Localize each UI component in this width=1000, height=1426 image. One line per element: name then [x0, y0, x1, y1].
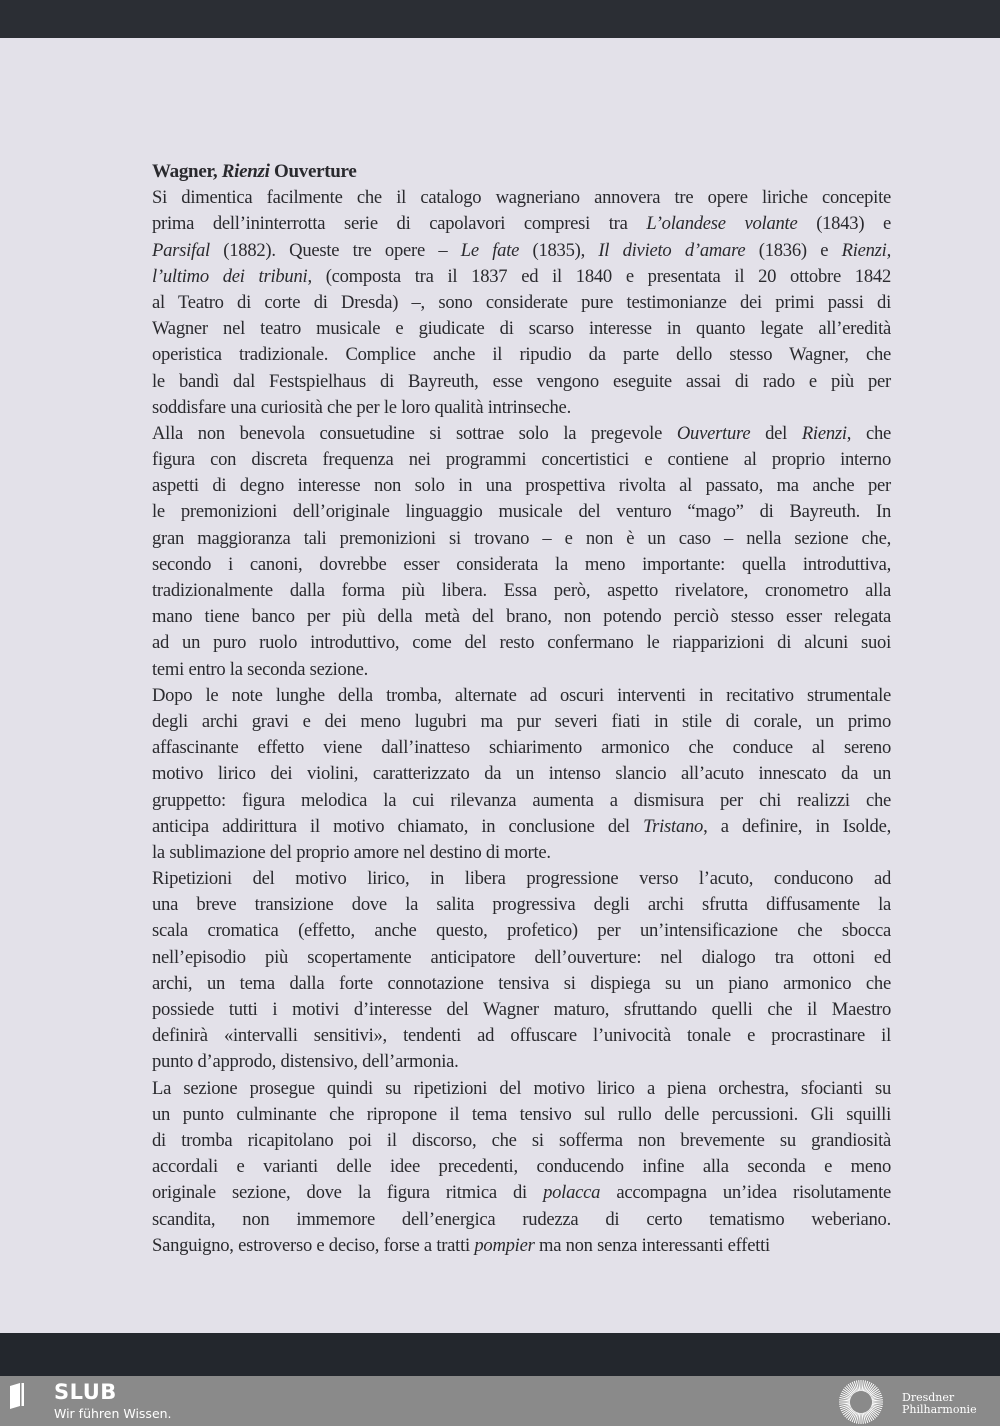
text-segment: punto d’approdo, distensivo, dell’armonia. [152, 1051, 459, 1073]
text-segment: gruppetto: figura melodica la cui rilevanza aumenta a dismisura per chi realizzi che [152, 789, 891, 811]
text-line [152, 211, 891, 237]
italic-title: polacca [543, 1182, 601, 1204]
italic-title: Tristano [643, 815, 704, 837]
text-segment: Sanguigno, estroverso e deciso, forse a tratti [152, 1234, 475, 1256]
article-body [152, 185, 891, 1259]
italic-title: Rienzi, [841, 239, 891, 261]
text-line [152, 971, 891, 997]
text-segment: prima dell’ininterrotta serie di capolavori compresi tra [152, 213, 647, 235]
text-segment: mano tiene banco per più della metà del brano, non potendo perciò stesso esser relegata [152, 606, 891, 628]
title-composer: Wagner, [152, 161, 222, 182]
text-line [152, 735, 891, 761]
text-line [152, 447, 891, 473]
text-segment: soddisfare una curiosità che per le loro qualità intrinseche. [152, 396, 571, 418]
text-line [152, 369, 891, 395]
text-line [152, 657, 891, 683]
text-line [152, 578, 891, 604]
text-segment: una breve transizione dove la salita progressiva degli archi sfrutta diffusamente la [152, 894, 891, 916]
article-title [152, 159, 891, 185]
italic-title: pompier [474, 1234, 535, 1256]
slub-tagline: Wir führen Wissen. [54, 1406, 172, 1421]
text-segment: ad un puro ruolo introduttivo, come del resto confermano le riapparizioni di alcuni suoi [152, 632, 891, 654]
text-line [152, 526, 891, 552]
text-segment: archi, un tema dalla forte connotazione tensiva si dispiega su un piano armonico che [152, 972, 891, 994]
text-segment: La sezione prosegue quindi su ripetizioni del motivo lirico a piena orchestra, sfocianti su [152, 1077, 891, 1099]
text-segment: al Teatro di corte di Dresda) –, sono considerate pure testimonianze dei primi passi di [152, 291, 891, 313]
text-segment: la sublimazione del proprio amore nel destino di morte. [152, 841, 551, 863]
scanner-bottom-band [0, 1333, 1000, 1376]
text-segment: (1836) e [745, 239, 842, 261]
text-segment: gran maggioranza tali premonizioni si trovano – e non è un caso – nella sezione che, [152, 527, 891, 549]
italic-title: Ouverture [676, 422, 751, 444]
text-segment: Dopo le note lunghe della tromba, alternate ad oscuri interventi in recitativo strumentale [152, 684, 891, 706]
text-segment: del [750, 422, 802, 444]
italic-title: Il divieto d’amare [598, 239, 746, 261]
philharmonie-logo-text [902, 1392, 977, 1416]
text-line [152, 1154, 891, 1180]
slub-logo-icon [10, 1383, 24, 1409]
text-segment: degli archi gravi e dei meno lugubri ma pur severi fiati in stile di corale, un primo [152, 710, 891, 732]
text-segment: definirà «intervalli sensitivi», tendenti ad offuscare l’univocità tonale e procrastinare il [152, 1025, 891, 1047]
text-segment: , a definire, in Isolde, [703, 815, 891, 837]
italic-title: Le fate [460, 239, 520, 261]
text-segment: , (composta tra il 1837 ed il 1840 e presentata il 20 ottobre 1842 [307, 265, 891, 287]
italic-title: l’ultimo dei tribuni [152, 265, 308, 287]
title-rest: Ouverture [269, 161, 357, 182]
text-line [152, 814, 891, 840]
text-segment: un punto culminante che ripropone il tema tensivo sul rullo delle percussioni. Gli squilli [152, 1103, 891, 1125]
text-segment: Ripetizioni del motivo lirico, in libera progressione verso l’acuto, conducono ad [152, 868, 891, 890]
text-line [152, 892, 891, 918]
text-line [152, 604, 891, 630]
slub-logo-text: SLUB [54, 1380, 117, 1404]
text-line [152, 840, 891, 866]
italic-title: Rienzi [801, 422, 847, 444]
footer-bar [0, 1376, 1000, 1426]
text-segment: operistica tradizionale. Complice anche il ripudio da parte dello stesso Wagner, che [152, 344, 891, 366]
text-line [152, 421, 891, 447]
text-line [152, 395, 891, 421]
text-segment: (1835), [519, 239, 599, 261]
text-line [152, 1207, 891, 1233]
text-line [152, 552, 891, 578]
text-segment: Wagner nel teatro musicale e giudicate di scarso interesse in quanto legate all’eredità [152, 318, 891, 340]
text-line [152, 788, 891, 814]
text-segment: accordali e varianti delle idee precedenti, conducendo infine alla seconda e meno [152, 1156, 891, 1178]
text-segment: Alla non benevola consuetudine si sottrae solo la pregevole [152, 422, 677, 444]
text-segment: tradizionalmente dalla forma più libera. Essa però, aspetto rivelatore, cronometro alla [152, 580, 891, 601]
text-line [152, 264, 891, 290]
text-line [152, 761, 891, 787]
text-segment: le premonizioni dell’originale linguaggio musicale del venturo “mago” di Bayreuth. In [152, 501, 891, 523]
text-line [152, 997, 891, 1023]
text-segment: possiede tutti i motivi d’interesse del Wagner maturo, sfruttando quelli che il Maestro [152, 999, 891, 1020]
text-line [152, 238, 891, 264]
text-line [152, 499, 891, 525]
text-segment: le bandì dal Festspielhaus di Bayreuth, esse vengono eseguite assai di rado e più per [152, 370, 891, 392]
text-line [152, 342, 891, 368]
text-line [152, 1102, 891, 1128]
text-segment: , che [846, 422, 892, 444]
text-line [152, 316, 891, 342]
text-segment: (1843) e [797, 213, 891, 235]
text-segment: anticipa addirittura il motivo chiamato, in conclusione del [152, 815, 644, 837]
text-line [152, 630, 891, 656]
text-segment: scala cromatica (effetto, anche questo, profetico) per un’intensificazione che sbocca [152, 920, 891, 942]
text-line [152, 1076, 891, 1102]
text-segment: temi entro la seconda sezione. [152, 658, 369, 680]
italic-title: L’olandese volante [646, 213, 798, 235]
text-segment: ma non senza interessanti effetti [534, 1234, 770, 1256]
philharmonie-logo-icon [838, 1379, 884, 1425]
text-segment: (1882). Queste tre opere – [209, 239, 461, 261]
partner-name-line2: Philharmonie [902, 1403, 977, 1416]
article [152, 159, 891, 1259]
text-segment: nell’episodio più scopertamente anticipatore dell’ouverture: nel dialogo tra ottoni ed [152, 946, 891, 968]
text-line [152, 185, 891, 211]
text-segment: affascinante effetto viene dall’inatteso schiarimento armonico che conduce al sereno [152, 737, 891, 759]
text-line [152, 866, 891, 892]
text-line [152, 1023, 891, 1049]
text-segment: scandita, non immemore dell’energica rudezza di certo tematismo weberiano. [152, 1208, 891, 1230]
text-line [152, 918, 891, 944]
text-line [152, 1049, 891, 1075]
text-segment: di tromba ricapitolano poi il discorso, che si sofferma non brevemente su grandiosità [152, 1129, 891, 1151]
text-line [152, 683, 891, 709]
text-segment: originale sezione, dove la figura ritmica di [152, 1182, 544, 1204]
title-work: Rienzi [221, 161, 270, 182]
partner-name-line1: Dresdner [902, 1391, 955, 1404]
italic-title: Parsifal [152, 239, 210, 261]
text-line [152, 1233, 891, 1259]
text-segment: secondo i canoni, dovrebbe esser considerata la meno importante: quella introduttiva, [152, 553, 891, 575]
text-line [152, 1180, 891, 1206]
text-line [152, 1128, 891, 1154]
text-segment: figura con discreta frequenza nei programmi concertistici e contiene al proprio interno [152, 449, 891, 471]
text-line [152, 473, 891, 499]
text-segment: motivo lirico dei violini, caratterizzato da un intenso slancio all’acuto innescato da un [152, 763, 891, 785]
text-segment: accompagna un’idea risolutamente [600, 1182, 891, 1204]
text-segment: aspetti di degno interesse non solo in una prospettiva rivolta al passato, ma anche per [152, 475, 891, 497]
text-line [152, 945, 891, 971]
scanner-top-bar [0, 0, 1000, 38]
text-segment: Si dimentica facilmente che il catalogo wagneriano annovera tre opere liriche concepite [152, 187, 891, 209]
text-line [152, 290, 891, 316]
text-line [152, 709, 891, 735]
